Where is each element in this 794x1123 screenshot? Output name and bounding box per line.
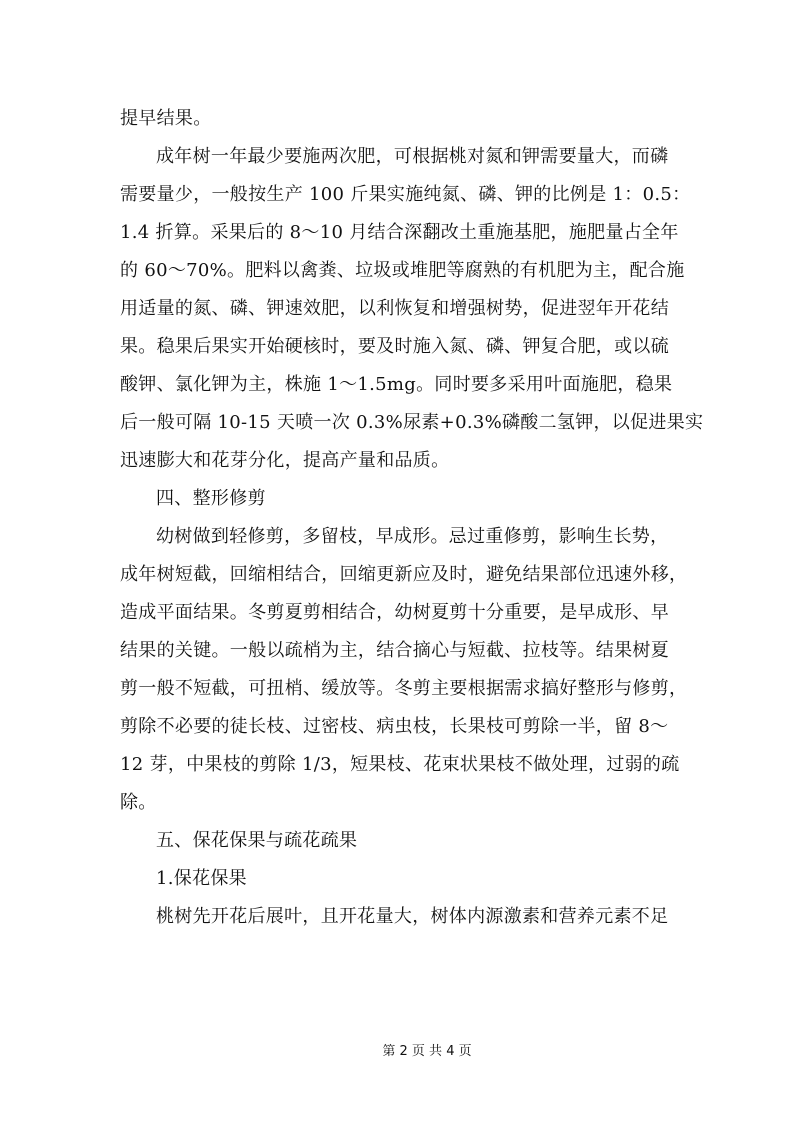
paragraph-flower-protection-start: 桃树先开花后展叶，且开花量大，树体内源激素和营养元素不足	[156, 906, 669, 927]
text-line: 提早结果。	[120, 108, 212, 129]
page-number-footer: 第 2 页 共 4 页	[382, 1044, 472, 1059]
text-line: 结果的关键。一般以疏梢为主，结合摘心与短截、拉枝等。结果树夏	[120, 640, 669, 661]
text-line: 除。	[120, 792, 157, 813]
text-line: 1.4 折算。采果后的 8～10 月结合深翻改土重施基肥，施肥量占全年	[120, 222, 679, 243]
paragraph-fertilizer-start: 成年树一年最少要施两次肥，可根据桃对氮和钾需要量大，而磷	[156, 146, 669, 167]
subsection-heading-flower-protection: 1.保花保果	[156, 868, 247, 889]
text-line: 后一般可隔 10-15 天喷一次 0.3%尿素+0.3%磷酸二氢钾，以促进果实	[120, 412, 704, 433]
text-line: 用适量的氮、磷、钾速效肥，以利恢复和增强树势，促进翌年开花结	[120, 298, 669, 319]
text-line: 造成平面结果。冬剪夏剪相结合，幼树夏剪十分重要，是早成形、早	[120, 602, 669, 623]
section-heading-pruning: 四、整形修剪	[156, 488, 266, 509]
text-line: 迅速膨大和花芽分化，提高产量和品质。	[120, 450, 450, 471]
text-line: 成年树短截，回缩相结合，回缩更新应及时，避免结果部位迅速外移，	[120, 564, 688, 585]
text-line: 的 60～70%。肥料以禽粪、垃圾或堆肥等腐熟的有机肥为主，配合施	[120, 260, 685, 281]
text-line: 剪除不必要的徒长枝、过密枝、病虫枝，长果枝可剪除一半，留 8～	[120, 716, 669, 737]
section-heading-flower-fruit: 五、保花保果与疏花疏果	[156, 830, 358, 851]
text-line: 剪一般不短截，可扭梢、缓放等。冬剪主要根据需求搞好整形与修剪，	[120, 678, 688, 699]
paragraph-pruning-start: 幼树做到轻修剪，多留枝，早成形。忌过重修剪，影响生长势，	[156, 526, 669, 547]
document-body	[120, 100, 704, 936]
text-line: 酸钾、氯化钾为主，株施 1～1.5mg。同时要多采用叶面施肥，稳果	[120, 374, 673, 395]
text-line: 果。稳果后果实开始硬核时，要及时施入氮、磷、钾复合肥，或以硫	[120, 336, 669, 357]
text-line: 12 芽，中果枝的剪除 1/3，短果枝、花束状果枝不做处理，过弱的疏	[120, 754, 680, 775]
text-line: 需要量少，一般按生产 100 斤果实施纯氮、磷、钾的比例是 1：0.5：	[120, 184, 691, 205]
